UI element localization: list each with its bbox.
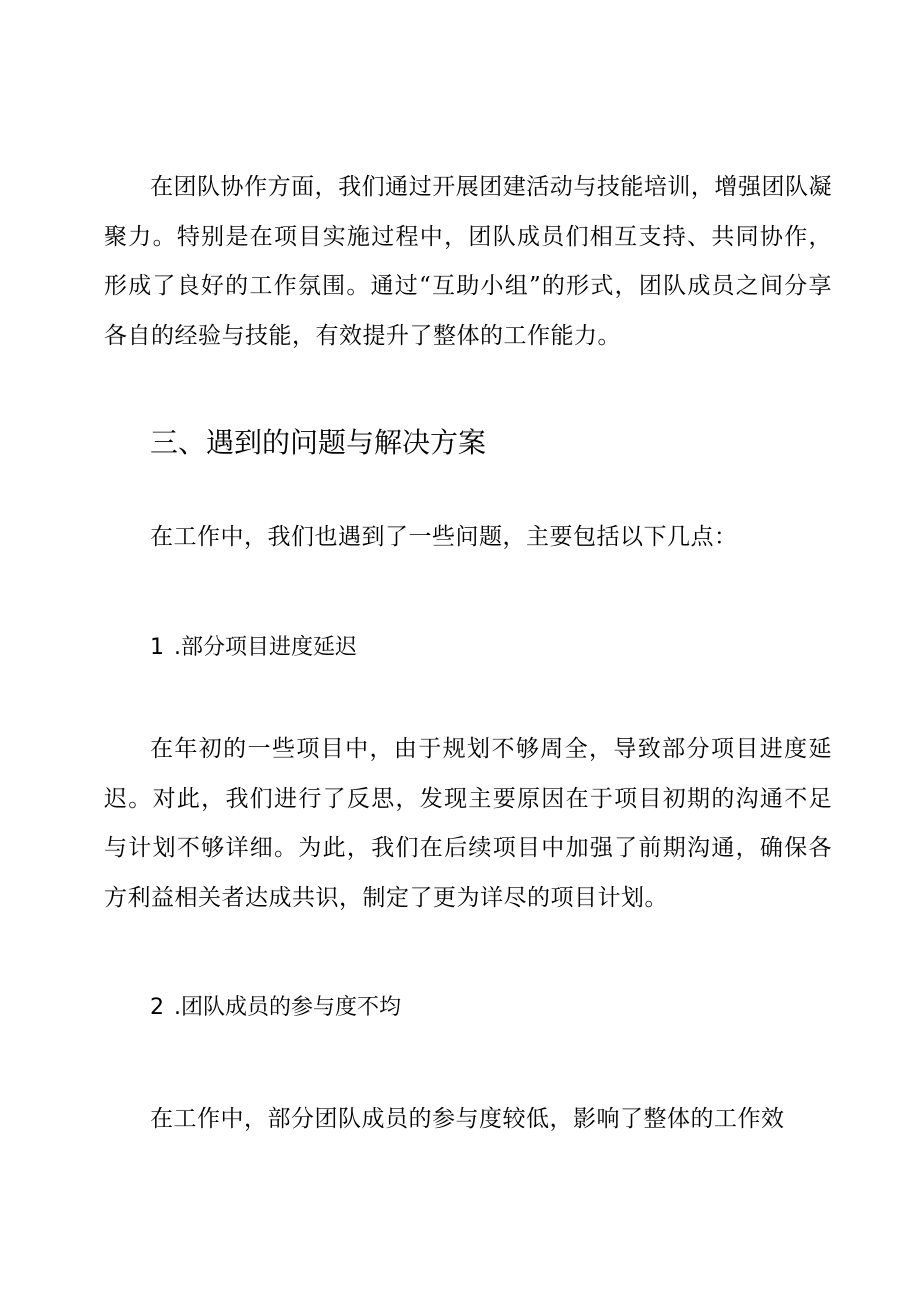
problems-intro-paragraph: 在工作中，我们也遇到了一些问题，主要包括以下几点： <box>150 524 738 550</box>
issue-2-number: 2 <box>150 995 164 1020</box>
issue-2-heading <box>150 992 401 1024</box>
issue-2-body: 在工作中，部分团队成员的参与度较低，影响了整体的工作效 <box>150 1106 785 1132</box>
issue-1-body: 在年初的一些项目中，由于规划不够周全，导致部分项目进度延迟。对此，我们进行了反思，发现主要原因在于项目初期的沟通不足与计划不够详细。为此，我们在后续项目中加强了前期沟通，确保各方利益相关者达成共识，制定了更为详尽的项目计划。 <box>104 736 832 911</box>
issue-1-heading <box>150 632 357 664</box>
section-3-title: 三、遇到的问题与解决方案 <box>150 426 487 459</box>
issue-1-number: 1 <box>150 635 164 660</box>
issue-1-title: .部分项目进度延迟 <box>174 635 357 660</box>
issue-2-title: .团队成员的参与度不均 <box>174 995 401 1020</box>
teamwork-paragraph: 在团队协作方面，我们通过开展团建活动与技能培训，增强团队凝聚力。特别是在项目实施过程中，团队成员们相互支持、共同协作，形成了良好的工作氛围。通过“互助小组”的形式，团队成员之间分享各自的经验与技能，有效提升了整体的工作能力。 <box>104 174 832 349</box>
